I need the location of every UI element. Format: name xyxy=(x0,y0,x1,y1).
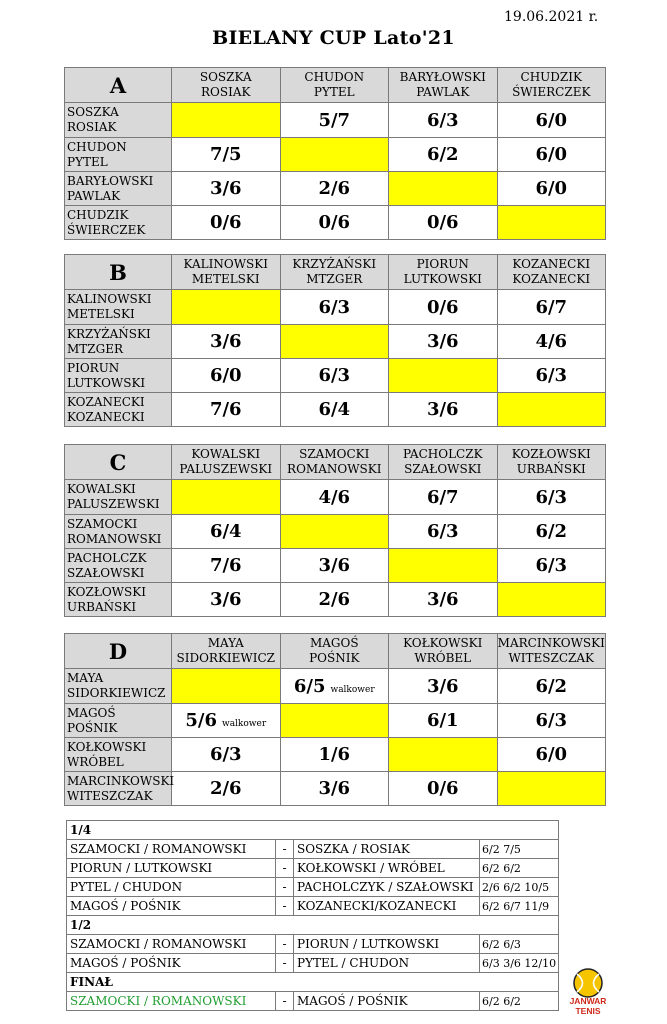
versus-separator: - xyxy=(276,840,294,859)
row-header-team xyxy=(65,325,172,359)
team-name-line: PACHOLCZK xyxy=(402,447,483,461)
match-score-cell xyxy=(280,206,389,240)
match-score: 0/6 xyxy=(209,212,242,233)
diagonal-cell xyxy=(497,206,606,240)
group-row xyxy=(65,583,606,617)
match-result: 6/2 6/2 xyxy=(480,992,559,1011)
tennis-ball-icon xyxy=(574,969,602,997)
column-header-team xyxy=(497,634,606,669)
match-score-cell xyxy=(172,172,281,206)
team-name-line: ROMANOWSKI xyxy=(287,462,382,476)
group-row xyxy=(65,206,606,240)
team-name-line: MARCINKOWSKI xyxy=(67,773,175,788)
column-header-team xyxy=(497,68,606,103)
match-score-cell xyxy=(280,172,389,206)
team-name-line: PACHOLCZK xyxy=(67,550,147,565)
team-name-line: LUTKOWSKI xyxy=(403,272,482,286)
match-result: 6/2 6/2 xyxy=(480,859,559,878)
match-score-cell xyxy=(497,704,606,738)
column-header-team xyxy=(389,634,498,669)
column-header-team xyxy=(172,68,281,103)
match-score: 7/6 xyxy=(209,399,242,420)
group-row xyxy=(65,103,606,138)
diagonal-cell xyxy=(497,772,606,806)
team-name-line: KALINOWSKI xyxy=(183,257,268,271)
match-score-cell xyxy=(389,704,498,738)
group-table-d xyxy=(64,633,606,806)
away-team: PIORUN / LUTKOWSKI xyxy=(294,935,480,954)
team-name-line: KOZŁOWSKI xyxy=(511,447,591,461)
match-score: 3/6 xyxy=(209,331,242,352)
match-score-cell xyxy=(497,669,606,704)
row-header-team xyxy=(65,393,172,427)
team-name-line: WITESZCZAK xyxy=(508,651,595,665)
knockout-match-row xyxy=(67,935,559,954)
knockout-match-row xyxy=(67,878,559,897)
team-name-line: SZAŁOWSKI xyxy=(67,565,145,580)
match-score-cell xyxy=(497,172,606,206)
team-name-line: KOZANECKI xyxy=(512,257,591,271)
row-header-team xyxy=(65,772,175,806)
home-team: PYTEL / CHUDON xyxy=(67,878,276,897)
match-score: 2/6 xyxy=(318,589,351,610)
match-score: 6/3 xyxy=(535,365,568,386)
team-name-line: KOZANECKI xyxy=(67,409,145,424)
logo-text-top: JANWAR xyxy=(569,996,607,1006)
knockout-table xyxy=(66,820,559,1011)
group-row xyxy=(65,359,606,393)
group-table-b xyxy=(64,254,606,427)
team-name-line: SZAMOCKI xyxy=(67,516,138,531)
match-score: 6/7 xyxy=(535,296,568,318)
team-name-line: URBAŃSKI xyxy=(67,599,137,614)
match-score-cell xyxy=(389,325,498,359)
row-header-team xyxy=(65,172,172,206)
team-name-line: PAWLAK xyxy=(416,85,470,99)
round-label: FINAŁ xyxy=(67,973,559,992)
match-score: 6/3 xyxy=(318,365,351,386)
team-name-line: SZAŁOWSKI xyxy=(404,462,482,476)
match-score: 5/7 xyxy=(318,109,351,131)
column-header-team xyxy=(172,255,281,290)
match-score-cell xyxy=(172,549,281,583)
match-score: 6/2 xyxy=(426,144,459,165)
match-score-cell xyxy=(172,393,281,427)
match-score: 3/6 xyxy=(426,399,459,420)
group-letter: C xyxy=(65,445,172,480)
match-result: 2/6 6/2 10/5 xyxy=(480,878,559,897)
row-header-team xyxy=(65,103,172,138)
diagonal-cell xyxy=(389,549,498,583)
group-letter: A xyxy=(65,68,172,103)
home-team: PIORUN / LUTKOWSKI xyxy=(67,859,276,878)
match-score: 1/6 xyxy=(318,744,351,765)
versus-separator: - xyxy=(276,878,294,897)
group-row xyxy=(65,704,606,738)
match-score-cell xyxy=(172,138,281,172)
score-note: walkower xyxy=(221,719,267,729)
page-title: BIELANY CUP Lato'21 xyxy=(212,27,455,49)
group-row xyxy=(65,290,606,325)
diagonal-cell xyxy=(497,583,606,617)
match-score: 3/6 xyxy=(318,555,351,576)
team-name-line: WRÓBEL xyxy=(67,754,124,769)
match-score: 3/6 xyxy=(426,675,459,697)
match-score-cell xyxy=(172,325,281,359)
row-header-team xyxy=(65,480,172,515)
match-score: 0/6 xyxy=(426,296,459,318)
match-result: 6/2 6/3 xyxy=(480,935,559,954)
knockout-match-row xyxy=(67,840,559,859)
away-team: KOŁKOWSKI / WRÓBEL xyxy=(294,859,480,878)
match-score: 6/7 xyxy=(426,486,459,508)
match-score-cell xyxy=(389,480,498,515)
team-name-line: CHUDZIK xyxy=(67,207,129,222)
column-header-team xyxy=(172,445,281,480)
winner-team: SZAMOCKI / ROMANOWSKI xyxy=(67,992,276,1011)
group-row xyxy=(65,325,606,359)
team-name-line: PAWLAK xyxy=(67,188,121,203)
knockout-match-row xyxy=(67,859,559,878)
versus-separator: - xyxy=(276,935,294,954)
column-header-team xyxy=(389,445,498,480)
team-name-line: ROMANOWSKI xyxy=(67,531,162,546)
match-score: 6/3 xyxy=(535,486,568,508)
knockout-match-row xyxy=(67,897,559,916)
column-header-team xyxy=(280,634,389,669)
match-score-cell xyxy=(280,103,389,138)
round-label: 1/4 xyxy=(67,821,559,840)
column-header-team xyxy=(389,68,498,103)
team-name-line: KOZŁOWSKI xyxy=(67,584,146,599)
match-score-cell xyxy=(497,549,606,583)
away-team: PACHOLCZYK / SZAŁOWSKI xyxy=(294,878,480,897)
diagonal-cell xyxy=(389,738,498,772)
match-score-cell xyxy=(389,772,498,806)
match-score-cell xyxy=(389,206,498,240)
team-name-line: URBAŃSKI xyxy=(516,462,586,476)
diagonal-cell xyxy=(280,138,389,172)
match-score-cell xyxy=(280,549,389,583)
match-score-cell xyxy=(497,359,606,393)
round-label-row xyxy=(67,973,559,992)
match-score: 3/6 xyxy=(426,331,459,352)
match-score-cell xyxy=(389,515,498,549)
away-team: SOSZKA / ROSIAK xyxy=(294,840,480,859)
team-name-line: METELSKI xyxy=(67,307,135,321)
match-score: 4/6 xyxy=(535,331,568,352)
match-score: 6/3 xyxy=(426,109,459,131)
diagonal-cell xyxy=(172,669,281,704)
match-score: 3/6 xyxy=(318,778,351,799)
match-score: 3/6 xyxy=(209,178,242,199)
team-name-line: PIORUN xyxy=(416,257,469,271)
column-header-team xyxy=(280,68,389,103)
match-score-cell xyxy=(280,480,389,515)
match-score: 2/6 xyxy=(318,178,351,199)
match-score-cell xyxy=(497,515,606,549)
group-header-row xyxy=(65,68,606,103)
team-name-line: METELSKI xyxy=(191,272,260,286)
diagonal-cell xyxy=(172,103,281,138)
home-team: SZAMOCKI / ROMANOWSKI xyxy=(67,935,276,954)
match-score: 0/6 xyxy=(426,778,459,799)
team-name-line: MAGOŚ xyxy=(67,705,116,720)
group-row xyxy=(65,138,606,172)
group-row xyxy=(65,393,606,427)
match-score: 6/3 xyxy=(426,521,459,542)
team-name-line: ROSIAK xyxy=(67,120,117,134)
match-score: 6/3 xyxy=(535,710,568,731)
team-name-line: MTZGER xyxy=(306,272,363,286)
match-score: 6/0 xyxy=(535,144,568,165)
team-name-line: CHUDON xyxy=(304,70,365,84)
match-score: 6/0 xyxy=(535,109,568,131)
janwar-tenis-logo xyxy=(566,966,610,1016)
match-score: 6/5 xyxy=(293,675,326,697)
date: 19.06.2021 r. xyxy=(504,9,599,25)
match-score-cell xyxy=(172,738,281,772)
team-name-line: KOZANECKI xyxy=(512,272,591,286)
team-name-line: ŚWIERCZEK xyxy=(67,222,146,237)
logo-text-bottom: TENIS xyxy=(575,1006,601,1016)
row-header-team xyxy=(65,515,172,549)
row-header-team xyxy=(65,290,172,325)
match-score-cell xyxy=(280,669,389,704)
team-name-line: MAYA xyxy=(67,671,104,685)
diagonal-cell xyxy=(280,325,389,359)
team-name-line: POŚNIK xyxy=(309,651,360,665)
round-label: 1/2 xyxy=(67,916,559,935)
match-score-cell xyxy=(280,393,389,427)
team-name-line: PALUSZEWSKI xyxy=(67,497,160,511)
match-score-cell xyxy=(389,583,498,617)
team-name-line: SOSZKA xyxy=(67,105,119,119)
column-header-team xyxy=(497,445,606,480)
match-score-cell xyxy=(497,480,606,515)
match-score: 5/6 xyxy=(185,710,217,731)
team-name-line: SZAMOCKI xyxy=(299,447,370,461)
versus-separator: - xyxy=(276,897,294,916)
knockout-match-row xyxy=(67,954,559,973)
row-header-team xyxy=(65,359,172,393)
row-header-team xyxy=(65,206,172,240)
match-score: 7/6 xyxy=(209,555,242,576)
team-name-line: KOZANECKI xyxy=(67,394,145,409)
diagonal-cell xyxy=(172,480,281,515)
score-note: walkower xyxy=(330,684,375,695)
match-score-cell xyxy=(172,515,281,549)
match-score-cell xyxy=(497,738,606,772)
team-name-line: SOSZKA xyxy=(199,70,252,84)
team-name-line: KOŁKOWSKI xyxy=(403,636,483,650)
row-header-team xyxy=(65,669,172,704)
diagonal-cell xyxy=(280,515,389,549)
match-score: 6/3 xyxy=(209,744,242,765)
match-score-cell xyxy=(497,325,606,359)
group-row xyxy=(65,515,606,549)
group-row xyxy=(65,549,606,583)
match-result: 6/3 3/6 12/10 xyxy=(480,954,559,973)
match-score-cell xyxy=(497,290,606,325)
group-row xyxy=(65,172,606,206)
team-name-line: WRÓBEL xyxy=(414,651,472,665)
diagonal-cell xyxy=(497,393,606,427)
group-row xyxy=(65,669,606,704)
team-name-line: SIDORKIEWICZ xyxy=(67,686,166,700)
round-label-row xyxy=(67,916,559,935)
group-row xyxy=(65,480,606,515)
team-name-line: KOWALSKI xyxy=(191,447,261,461)
group-table-c xyxy=(64,444,606,617)
team-name-line: CHUDZIK xyxy=(520,70,582,84)
match-score-cell xyxy=(172,704,281,738)
diagonal-cell xyxy=(280,704,389,738)
diagonal-cell xyxy=(172,290,281,325)
match-score: 0/6 xyxy=(318,212,351,233)
team-name-line: MAYA xyxy=(207,636,244,650)
team-name-line: BARYŁOWSKI xyxy=(67,173,154,188)
match-score: 3/6 xyxy=(426,589,459,610)
versus-separator: - xyxy=(276,992,294,1011)
team-name-line: LUTKOWSKI xyxy=(67,375,146,390)
column-header-team xyxy=(172,634,281,669)
home-team: SZAMOCKI / ROMANOWSKI xyxy=(67,840,276,859)
team-name-line: PALUSZEWSKI xyxy=(179,462,273,476)
match-score: 4/6 xyxy=(318,486,351,508)
away-team: PYTEL / CHUDON xyxy=(294,954,480,973)
match-score: 2/6 xyxy=(209,778,242,799)
match-score-cell xyxy=(497,103,606,138)
team-name-line: MAGOŚ xyxy=(309,636,359,650)
match-score-cell xyxy=(280,738,389,772)
team-name-line: CHUDON xyxy=(67,139,127,154)
group-letter: D xyxy=(65,634,172,669)
diagonal-cell xyxy=(389,172,498,206)
row-header-team xyxy=(65,738,172,772)
team-name-line: MTZGER xyxy=(67,341,124,356)
match-score-cell xyxy=(280,290,389,325)
match-score: 6/0 xyxy=(535,178,568,199)
team-name-line: KOŁKOWSKI xyxy=(67,739,147,754)
row-header-team xyxy=(65,549,172,583)
team-name-line: KRZYŻAŃSKI xyxy=(292,257,377,271)
match-score-cell xyxy=(280,359,389,393)
team-name-line: BARYŁOWSKI xyxy=(399,70,486,84)
group-header-row xyxy=(65,634,606,669)
match-score: 6/2 xyxy=(535,521,568,542)
match-result: 6/2 6/7 11/9 xyxy=(480,897,559,916)
row-header-team xyxy=(65,138,172,172)
diagonal-cell xyxy=(389,359,498,393)
round-label-row xyxy=(67,821,559,840)
team-name-line: KOWALSKI xyxy=(67,482,136,496)
group-row xyxy=(65,738,606,772)
match-score: 6/3 xyxy=(535,555,568,576)
match-score-cell xyxy=(172,772,281,806)
match-score: 6/2 xyxy=(535,675,568,697)
match-score-cell xyxy=(389,138,498,172)
match-score: 7/5 xyxy=(209,144,242,165)
team-name-line: KRZYŻAŃSKI xyxy=(67,326,151,341)
versus-separator: - xyxy=(276,954,294,973)
column-header-team xyxy=(280,445,389,480)
team-name-line: POŚNIK xyxy=(67,720,118,735)
home-team: MAGOŚ / POŚNIK xyxy=(67,897,276,916)
match-score-cell xyxy=(389,669,498,704)
team-name-line: WITESZCZAK xyxy=(67,788,153,803)
match-score-cell xyxy=(172,359,281,393)
row-header-team xyxy=(65,704,172,738)
column-header-team xyxy=(389,255,498,290)
match-score: 6/1 xyxy=(426,710,459,731)
match-result: 6/2 7/5 xyxy=(480,840,559,859)
match-score: 6/4 xyxy=(318,399,351,420)
match-score-cell xyxy=(280,583,389,617)
group-letter: B xyxy=(65,255,172,290)
column-header-team xyxy=(497,255,606,290)
team-name-line: MARCINKOWSKI xyxy=(497,636,605,650)
match-score: 6/4 xyxy=(209,521,242,542)
match-score-cell xyxy=(389,103,498,138)
group-row xyxy=(65,772,606,806)
match-score-cell xyxy=(172,583,281,617)
versus-separator: - xyxy=(276,859,294,878)
team-name-line: PYTEL xyxy=(67,154,108,169)
team-name-line: PIORUN xyxy=(67,360,120,375)
row-header-team xyxy=(65,583,172,617)
match-score: 6/0 xyxy=(209,365,242,386)
column-header-team xyxy=(280,255,389,290)
match-score: 6/3 xyxy=(318,296,351,318)
group-table-a xyxy=(64,67,606,240)
match-score-cell xyxy=(172,206,281,240)
match-score-cell xyxy=(497,138,606,172)
team-name-line: ROSIAK xyxy=(201,85,251,99)
team-name-line: ŚWIERCZEK xyxy=(512,85,591,99)
away-team: KOZANECKI/KOZANECKI xyxy=(294,897,480,916)
match-score-cell xyxy=(280,772,389,806)
team-name-line: SIDORKIEWICZ xyxy=(176,651,275,665)
knockout-match-row xyxy=(67,992,559,1011)
home-team: MAGOŚ / POŚNIK xyxy=(67,954,276,973)
team-name-line: KALINOWSKI xyxy=(67,292,152,306)
match-score: 0/6 xyxy=(426,212,459,233)
match-score: 6/0 xyxy=(535,744,568,765)
match-score-cell xyxy=(389,393,498,427)
match-score: 3/6 xyxy=(209,589,242,610)
group-header-row xyxy=(65,445,606,480)
match-score-cell xyxy=(389,290,498,325)
team-name-line: PYTEL xyxy=(313,85,355,99)
group-header-row xyxy=(65,255,606,290)
away-team: MAGOŚ / POŚNIK xyxy=(294,992,480,1011)
